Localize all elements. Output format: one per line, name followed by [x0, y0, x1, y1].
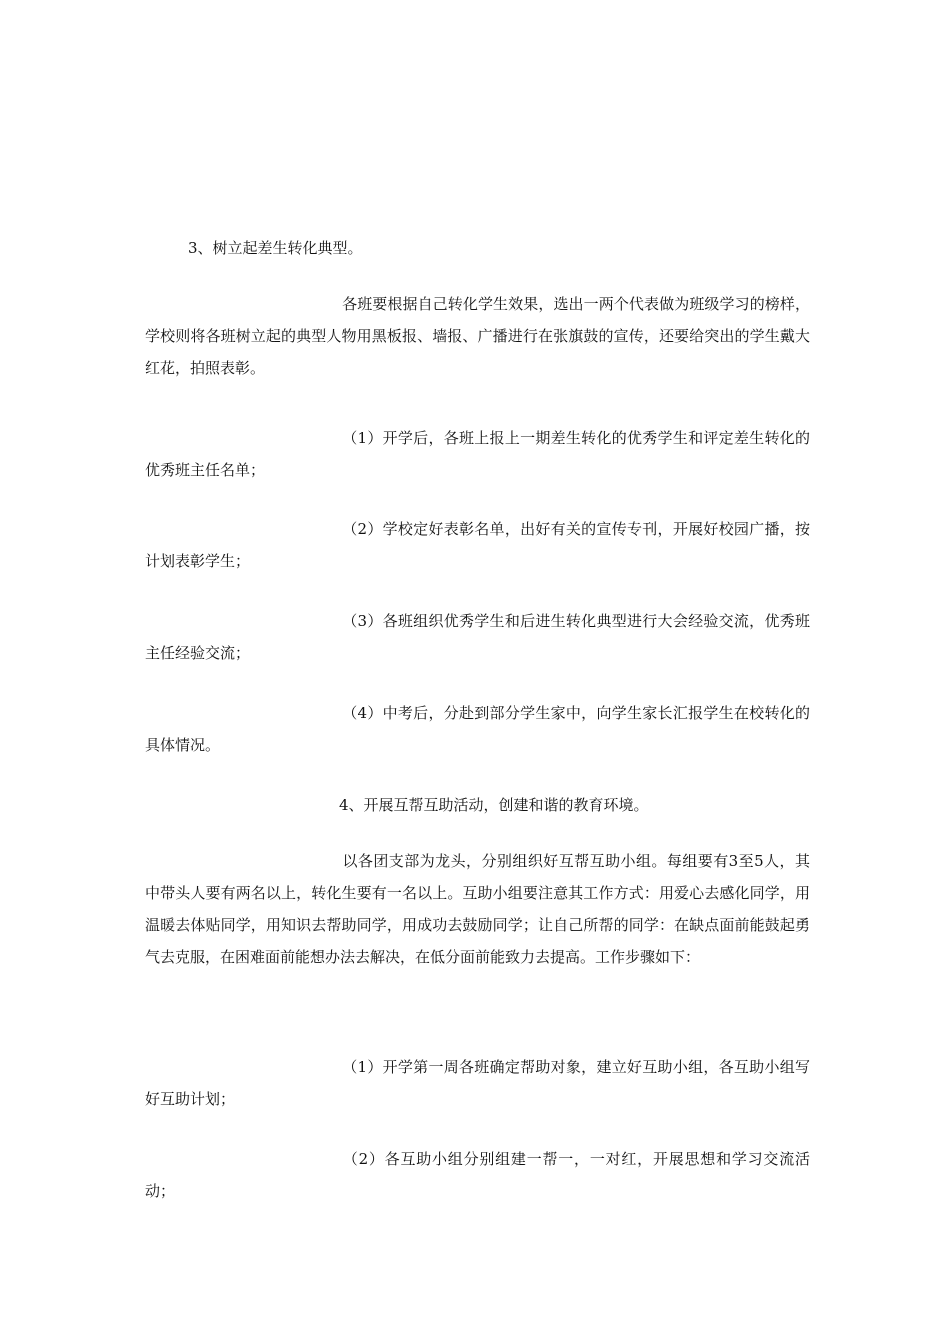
section-4-heading	[145, 789, 810, 821]
section-3-item-1	[145, 422, 810, 486]
section-4-item-1-text: （1）开学第一周各班确定帮助对象，建立好互助小组，各互助小组写好互助计划；	[145, 1058, 810, 1108]
section-4-heading-text: 4、开展互帮互助活动，创建和谐的教育环境。	[339, 796, 649, 814]
section-4-item-1	[145, 1051, 810, 1115]
section-3-heading-text: 3、树立起差生转化典型。	[188, 239, 363, 257]
section-3-intro-text: 各班要根据自己转化学生效果，选出一两个代表做为班级学习的榜样，学校则将各班树立起的典型人物用黑板报、墙报、广播进行在张旗鼓的宣传，还要给突出的学生戴大红花，拍照表彰。	[145, 295, 810, 377]
section-3-item-4	[145, 697, 810, 761]
section-3-item-1-text: （1）开学后，各班上报上一期差生转化的优秀学生和评定差生转化的优秀班主任名单；	[145, 429, 810, 479]
section-4-item-2	[145, 1143, 810, 1207]
section-3-intro	[145, 288, 810, 384]
section-4-intro-text: 以各团支部为龙头，分别组织好互帮互助小组。每组要有3至5人，其中带头人要有两名以上，转化生要有一名以上。互助小组要注意其工作方式：用爱心去感化同学，用温暖去体贴同学，用知识去帮助同学，用成功去鼓励同学；让自己所帮的同学：在缺点面前能鼓起勇气去克服，在困难面前能想办法去解决，在低分面前能致力去提高。工作步骤如下：	[145, 852, 810, 966]
section-3-item-2-text: （2）学校定好表彰名单，出好有关的宣传专刊，开展好校园广播，按计划表彰学生；	[145, 520, 810, 570]
section-4-intro	[145, 845, 810, 973]
section-3-item-3-text: （3）各班组织优秀学生和后进生转化典型进行大会经验交流，优秀班主任经验交流；	[145, 612, 810, 662]
section-3-heading	[145, 232, 810, 264]
section-3-item-4-text: （4）中考后，分赴到部分学生家中，向学生家长汇报学生在校转化的具体情况。	[145, 704, 810, 754]
section-3-item-2	[145, 513, 810, 577]
section-3-item-3	[145, 605, 810, 669]
section-4-item-2-text: （2）各互助小组分别组建一帮一，一对红，开展思想和学习交流活动；	[145, 1150, 810, 1200]
